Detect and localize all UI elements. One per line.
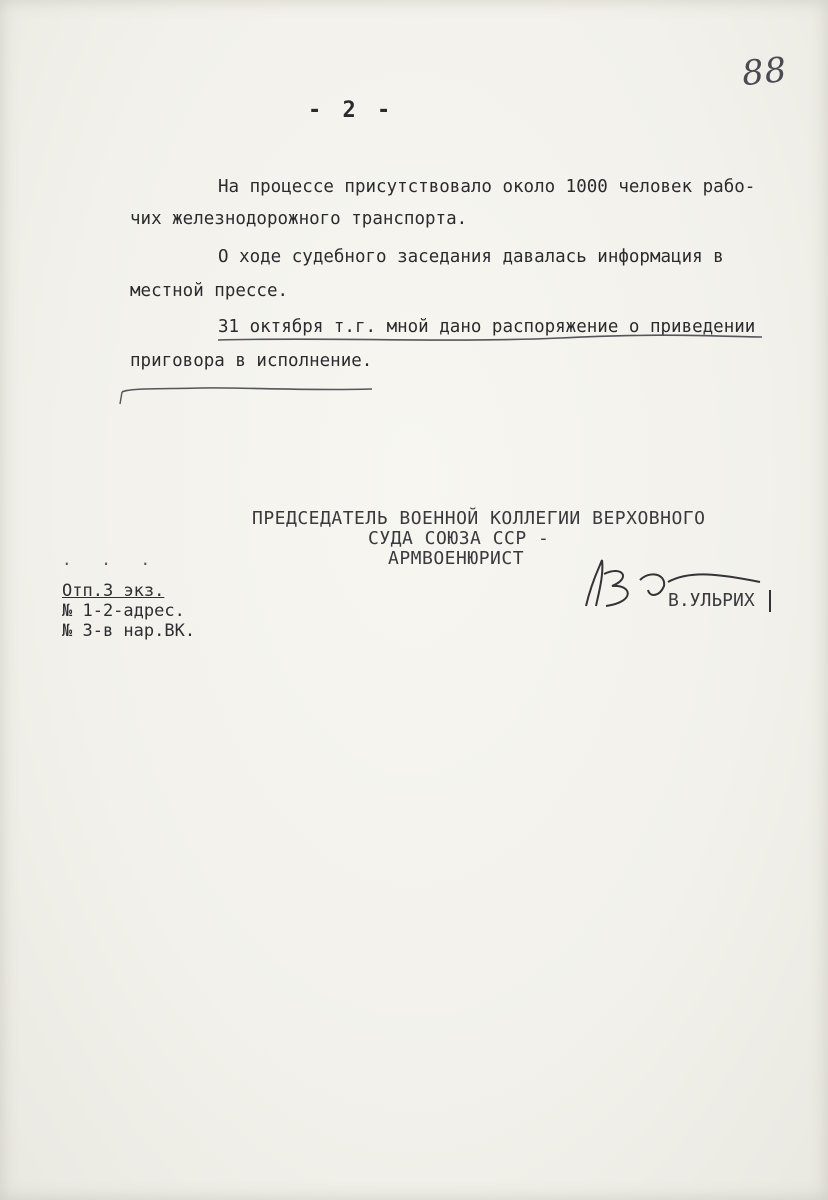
signatory-name: В.УЛЬРИХ — [668, 590, 755, 611]
sheet-number-handwritten: 88 — [740, 49, 790, 95]
signature-title-line-1: ПРЕДСЕДАТЕЛЬ ВОЕННОЙ КОЛЛЕГИИ ВЕРХОВНОГО — [252, 508, 706, 529]
paragraph-line-1: На процессе присутствовало около 1000 человек рабо- — [218, 177, 756, 197]
underline-mark-2 — [122, 388, 372, 392]
paragraph-line-3: О ходе судебного заседания давалась информация в — [218, 247, 724, 267]
notes-copies: Отп.3 экз. — [62, 581, 165, 601]
dots-marks: . . . — [62, 550, 161, 569]
paragraph-line-6: приговора в исполнение. — [130, 351, 373, 371]
signature-title-line-3: АРМВОЕНЮРИСТ — [388, 548, 525, 569]
notes-copy-3: № 3-в нар.ВК. — [62, 621, 196, 641]
paragraph-line-2: чих железнодорожного транспорта. — [130, 209, 468, 229]
signature-title-line-2: СУДА СОЮЗА ССР - — [368, 528, 550, 549]
paragraph-line-4: местной прессе. — [130, 281, 289, 301]
notes-copy-1-2: № 1-2-адрес. — [62, 601, 185, 621]
paragraph-line-5: 31 октября т.г. мной дано распоряжение о приведении — [218, 317, 756, 337]
page-number: - 2 - — [308, 98, 395, 123]
underline-tick — [120, 392, 122, 404]
